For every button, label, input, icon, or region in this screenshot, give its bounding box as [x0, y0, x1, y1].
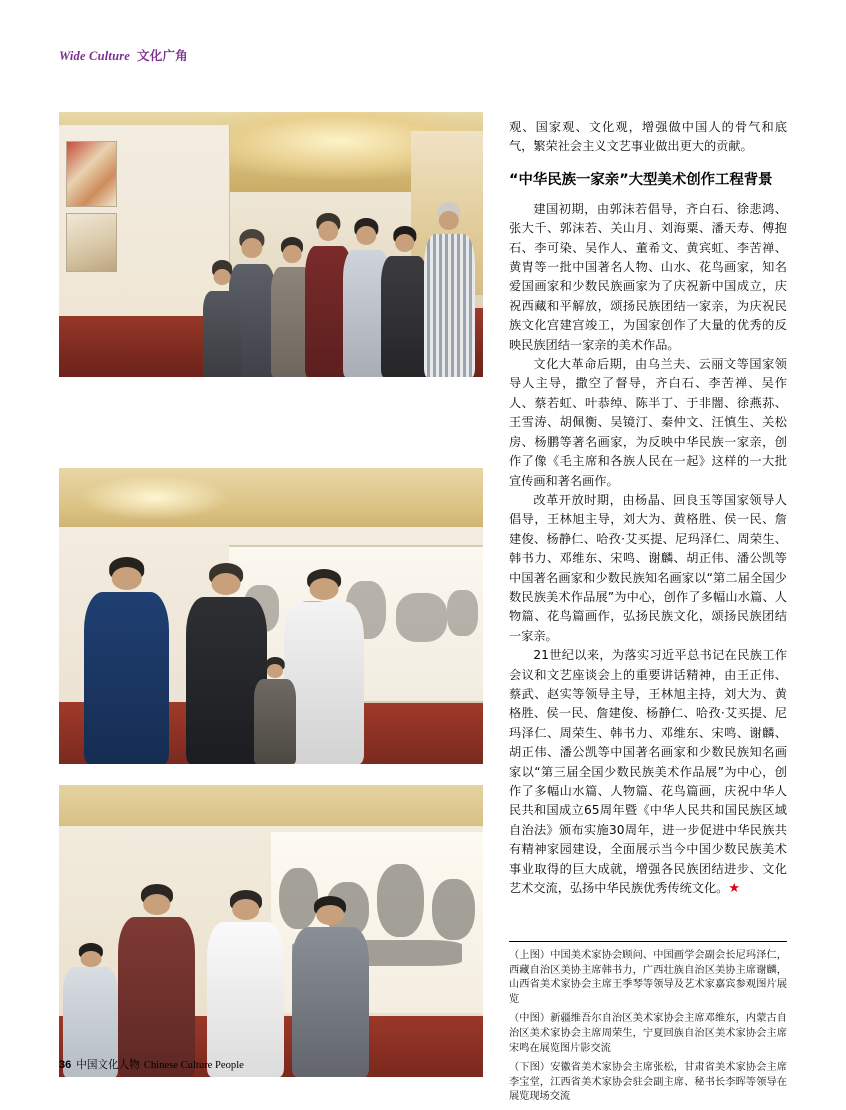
running-head — [59, 46, 188, 64]
end-mark-icon: ★ — [728, 881, 741, 897]
painting-1 — [66, 141, 117, 208]
body-paragraph-3: 改革开放时期，由杨晶、回良玉等国家领导人倡导，王林旭主导，刘大为、黄格胜、侯一民、詹建俊、杨静仁、哈孜·艾买提、尼玛泽仁、周荣生、韩书力、邓维东、宋鸣、谢麟、胡正伟、潘公凯等中国著名画家和少数民族知名画家以“第二届全国少数民族美术作品展”为中心，创作了多幅山水篇、人物篇、花鸟篇画作，弘扬民族文化，颂扬民族团结一家亲。 — [509, 492, 787, 643]
body-paragraph-4-text: 21世纪以来，为落实习近平总书记在民族工作会议和文艺座谈会上的重要讲话精神，由王正伟、蔡武、赵实等领导主导，王林旭主持，刘大为、黄格胜、侯一民、詹建俊、杨静仁、哈孜·艾买提、尼玛泽仁、周荣生、韩书力、邓维东、宋鸣、谢麟、胡正伟、潘公凯等中国著名画家和少数民族知名画家以“第三届全国少数民族美术作品展”为中心，创作了多幅山水篇、人物篇、花鸟篇画，庆祝中华人民共和国成立65周年暨《中华人民共和国民族区域自治法》颁布实施30周年，进一步促进中华民族共有精神家园建设，全面展示当今中国少数民族美术事业取得的巨大成就，增强各民族团结进步、文化艺术交流，弘扬中华民族优秀传统文化。 — [509, 648, 787, 896]
photo-bottom-scene — [59, 785, 483, 1077]
article-text-column — [509, 118, 787, 898]
caption-middle: （中图）新疆维吾尔自治区美术家协会主席邓维东，内蒙古自治区美术家协会主席周荣生，宁夏回族自治区美术家协会主席宋鸣在展览图片影交流 — [509, 1013, 787, 1054]
visitor-figure — [207, 890, 283, 1077]
visitor-figure — [203, 260, 241, 377]
caption-top: （上图）中国美术家协会顾问、中国画学会副会长尼玛泽仁，西藏自治区美协主席韩书力，广西壮族自治区美协主席谢麟，山西省美术家协会主席王季琴等领导及艺术家嘉宾参观图片展览 — [509, 950, 787, 1005]
caption-bottom: （下图）安徽省美术家协会主席张松，甘肃省美术家协会主席李宝堂，江西省美术家协会驻会副主席、秘书长李晖等领导在展览现场交流 — [509, 1062, 787, 1103]
magazine-title-chinese: 中国文化人物 — [76, 1059, 140, 1071]
visitor-figure — [381, 226, 428, 377]
visitor-figure — [254, 657, 296, 764]
visitor-figure — [424, 202, 475, 377]
ceiling — [59, 785, 483, 832]
body-paragraph-4 — [509, 646, 787, 898]
photo-middle — [59, 468, 483, 764]
body-paragraph-1: 建国初期，由郭沫若倡导，齐白石、徐悲鸿、张大千、郭沫若、关山月、刘海粟、潘天寿、傅抱石、李可染、吴作人、董希文、黄宾虹、李苦禅、黄胄等一批中国著名人物、山水、花鸟画家，知名爱国画家和少数民族画家为了庆祝新中国成立，庆祝西藏和平解放，颂扬民族团结一家亲，为庆祝民族文化宫建宫竣工，为国家创作了大量的优秀的反映民族团结一家亲的美术作品。 — [509, 201, 787, 352]
magazine-title-english: Chinese Culture People — [143, 1060, 244, 1071]
section-heading: “中华民族一家亲”大型美术创作工程背景 — [509, 171, 773, 188]
photo-top — [59, 112, 483, 377]
visitor-figure — [118, 884, 194, 1077]
ceiling — [59, 468, 483, 533]
photo-top-scene — [59, 112, 483, 377]
running-head-english: Wide Culture — [59, 49, 131, 63]
page-footer — [59, 1057, 244, 1072]
photo-captions-block — [509, 941, 787, 1110]
painting-2 — [66, 213, 117, 272]
page-number: 36 — [59, 1059, 72, 1071]
running-head-chinese: 文化广角 — [137, 48, 188, 63]
body-paragraph-2: 文化大革命后期，由乌兰夫、云丽文等国家领导人主导，撒空了督导，齐白石、李苦禅、吴作人、蔡若虹、叶恭绰、陈半丁、于非闇、徐燕荪、王雪涛、胡佩衡、吴镜汀、秦仲文、汪慎生、关松房、杨鹏等著名画家，为反映中华民族一家亲，创作了像《毛主席和各族人民在一起》这样的一大批宣传画和著名画作。 — [509, 357, 787, 488]
photo-bottom — [59, 785, 483, 1077]
visitor-figure — [292, 896, 368, 1077]
visitor-figure — [84, 557, 169, 764]
photo-middle-scene — [59, 468, 483, 764]
lead-paragraph: 观、国家观、文化观，增强做中国人的骨气和底气，繁荣社会主义文艺事业做出更大的贡献。 — [509, 120, 787, 154]
